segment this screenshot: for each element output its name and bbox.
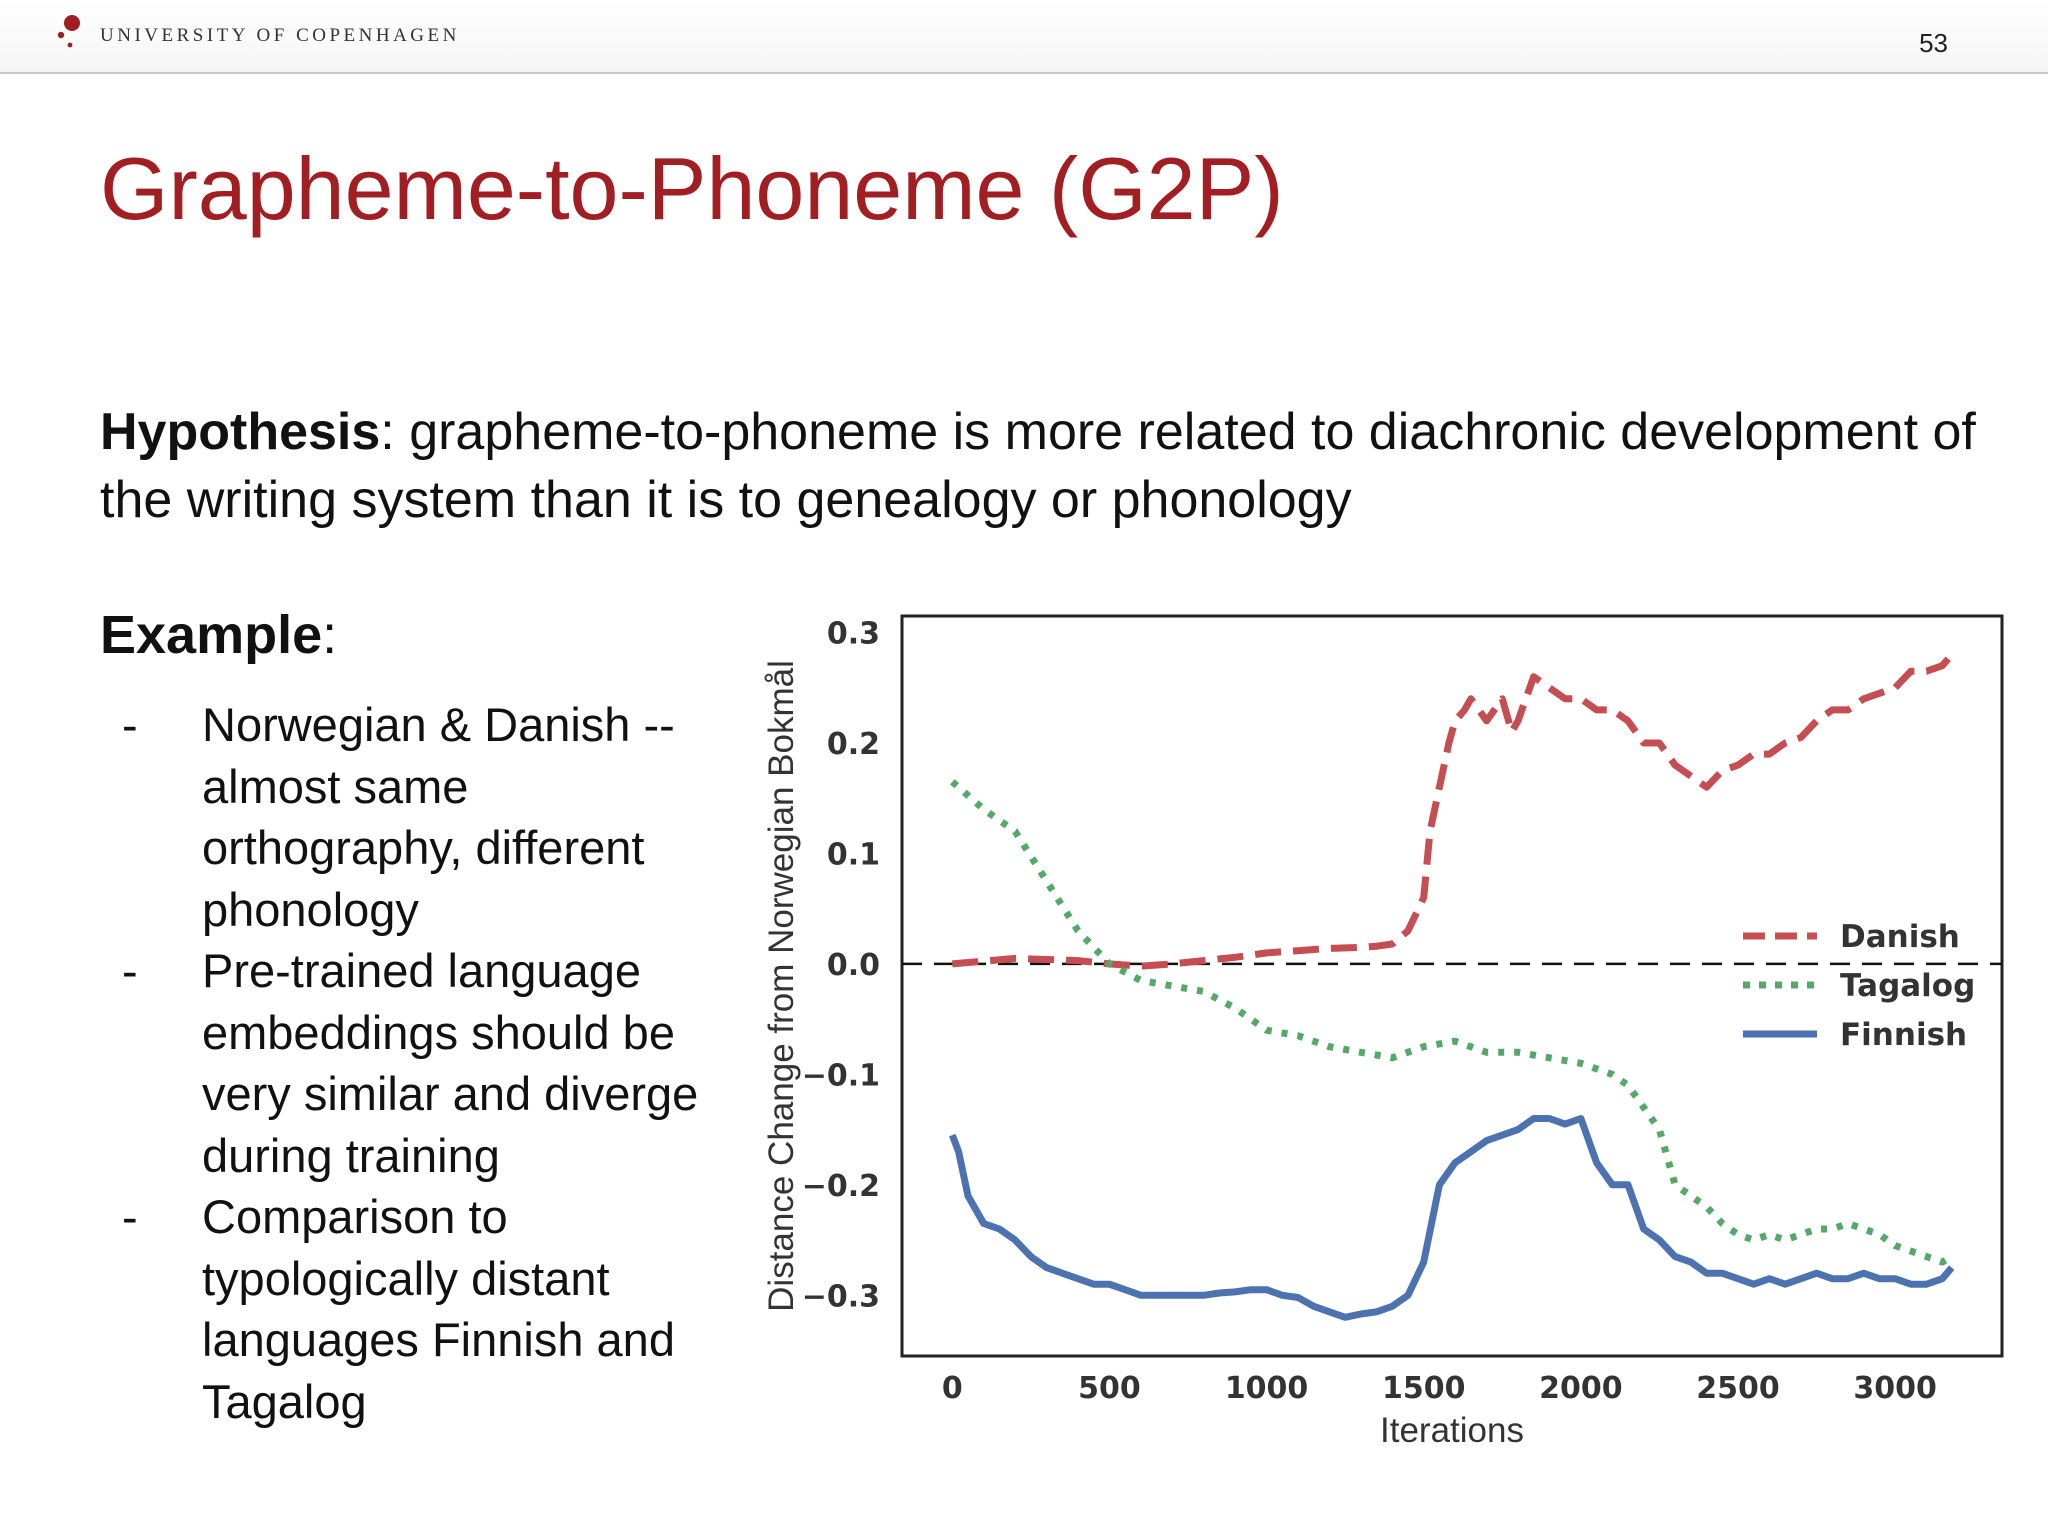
x-tick-label: 1500 xyxy=(1381,1371,1466,1406)
example-heading xyxy=(100,604,337,666)
bullet-text: Norwegian & Danish -- almost same orthography, different phonology xyxy=(202,698,675,936)
plot-frame xyxy=(902,616,2002,1356)
x-axis-label: Iterations xyxy=(1380,1411,1524,1450)
page-number: 53 xyxy=(1919,28,1948,58)
distance-change-chart xyxy=(740,600,2040,1480)
y-tick-label: −0.3 xyxy=(801,1279,880,1315)
hypothesis-label: Hypothesis xyxy=(100,403,381,461)
example-bullet-list xyxy=(100,694,740,1432)
chart-svg xyxy=(740,600,2040,1480)
bullet-dash: - xyxy=(122,1190,138,1243)
legend-label-danish: Danish xyxy=(1840,919,1960,955)
y-tick-label: 0.2 xyxy=(826,727,880,763)
x-tick-label: 3000 xyxy=(1853,1371,1937,1406)
example-colon: : xyxy=(322,605,338,665)
hypothesis-paragraph xyxy=(100,398,2000,534)
list-item xyxy=(100,940,740,1186)
bullet-text: Comparison to typologically distant languages Finnish and Tagalog xyxy=(202,1190,675,1428)
y-tick-label: 0.0 xyxy=(826,947,880,983)
y-axis-label: Distance Change from Norwegian Bokmål xyxy=(762,660,801,1312)
y-tick-label: 0.3 xyxy=(826,616,880,652)
y-tick-label: 0.1 xyxy=(826,837,880,873)
hypothesis-text: : grapheme-to-phoneme is more related to diachronic development of the writing system than it is to genealogy or phonology xyxy=(100,403,1976,529)
university-name: UNIVERSITY OF COPENHAGEN xyxy=(100,25,460,46)
header-bar xyxy=(0,0,2048,74)
x-tick-label: 500 xyxy=(1078,1371,1141,1406)
bullet-dash: - xyxy=(122,698,138,751)
series-line-tagalog xyxy=(952,782,1951,1262)
series-line-danish xyxy=(952,655,1951,966)
y-tick-label: −0.1 xyxy=(801,1058,880,1094)
bullet-text: Pre-trained language embeddings should be very similar and diverge during training xyxy=(202,944,699,1182)
list-item xyxy=(100,694,740,940)
slide-title: Grapheme-to-Phoneme (G2P) xyxy=(100,139,1284,238)
x-tick-label: 2000 xyxy=(1539,1371,1623,1406)
x-tick-label: 2500 xyxy=(1696,1371,1780,1406)
university-seal-icon xyxy=(56,14,86,50)
y-tick-label: −0.2 xyxy=(801,1168,880,1204)
legend-label-finnish: Finnish xyxy=(1840,1017,1968,1053)
legend-label-tagalog: Tagalog xyxy=(1840,968,1976,1004)
bullet-dash: - xyxy=(122,944,138,997)
example-label: Example xyxy=(100,605,323,665)
series-line-finnish xyxy=(952,1119,1951,1318)
x-tick-label: 1000 xyxy=(1224,1371,1309,1406)
list-item xyxy=(100,1186,740,1432)
x-tick-label: 0 xyxy=(941,1371,963,1406)
